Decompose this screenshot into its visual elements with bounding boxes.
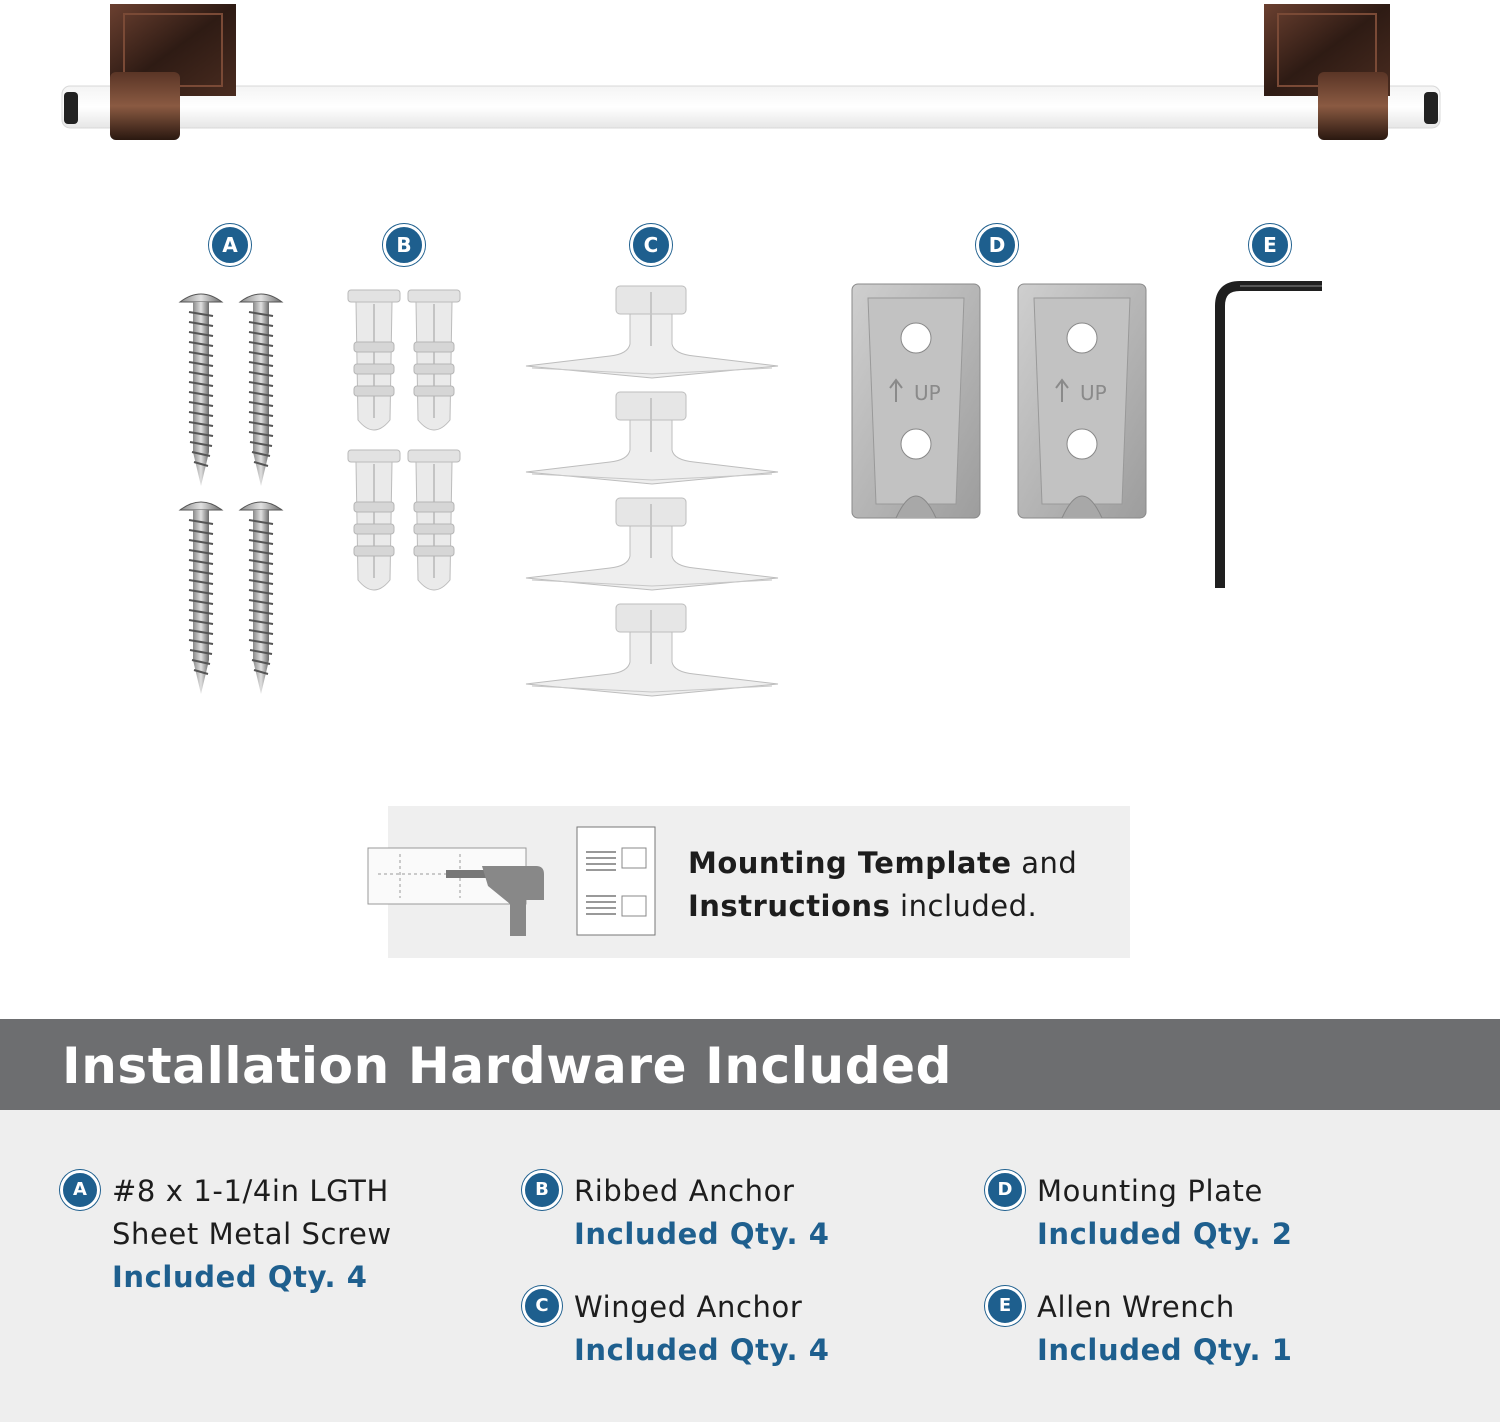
part-c-badge: C — [630, 224, 672, 266]
instructions-sheet-icon — [576, 826, 658, 938]
legend-e-badge: E — [985, 1286, 1025, 1326]
legend-d-name: Mounting Plate — [1037, 1174, 1263, 1208]
part-d-badge: D — [976, 224, 1018, 266]
legend-e-qty: Included Qty. 1 — [1037, 1333, 1293, 1367]
legend-b-qty: Included Qty. 4 — [574, 1217, 830, 1251]
part-e-badge: E — [1249, 224, 1291, 266]
legend-d-qty: Included Qty. 2 — [1037, 1217, 1293, 1251]
legend-a-name-line1: #8 x 1-1/4in LGTH — [112, 1174, 389, 1208]
mounting-plate-icon — [848, 280, 1152, 524]
allen-wrench-icon — [1210, 280, 1330, 596]
template-note-text1: and — [1011, 846, 1078, 880]
plate-up-label-2: UP — [1080, 381, 1107, 405]
plate-up-label-1: UP — [914, 381, 941, 405]
ribbed-anchor-icon — [344, 286, 468, 602]
template-note-text2: included. — [890, 889, 1038, 923]
legend-b-badge: B — [522, 1170, 562, 1210]
legend-e-name: Allen Wrench — [1037, 1290, 1235, 1324]
legend-c-badge: C — [522, 1286, 562, 1326]
winged-anchor-icon — [522, 284, 782, 704]
part-b-badge: B — [383, 224, 425, 266]
part-a-badge: A — [209, 224, 251, 266]
legend-a-name-line2: Sheet Metal Screw — [112, 1217, 392, 1251]
page-title: Installation Hardware Included — [62, 1037, 953, 1095]
legend-a-badge: A — [60, 1170, 100, 1210]
legend-b-name: Ribbed Anchor — [574, 1174, 795, 1208]
drill-template-icon — [366, 844, 556, 944]
template-note-strong2: Instructions — [688, 889, 891, 923]
legend-c-name: Winged Anchor — [574, 1290, 803, 1324]
header-band — [0, 1019, 1500, 1110]
legend-d-badge: D — [985, 1170, 1025, 1210]
towel-bar-image — [0, 0, 1500, 160]
template-note-strong1: Mounting Template — [688, 846, 1012, 880]
legend-a-qty: Included Qty. 4 — [112, 1260, 368, 1294]
legend-area — [0, 1110, 1500, 1422]
legend-c-qty: Included Qty. 4 — [574, 1333, 830, 1367]
template-note — [688, 842, 1077, 928]
template-panel — [388, 806, 1130, 958]
screw-icon — [170, 280, 300, 700]
